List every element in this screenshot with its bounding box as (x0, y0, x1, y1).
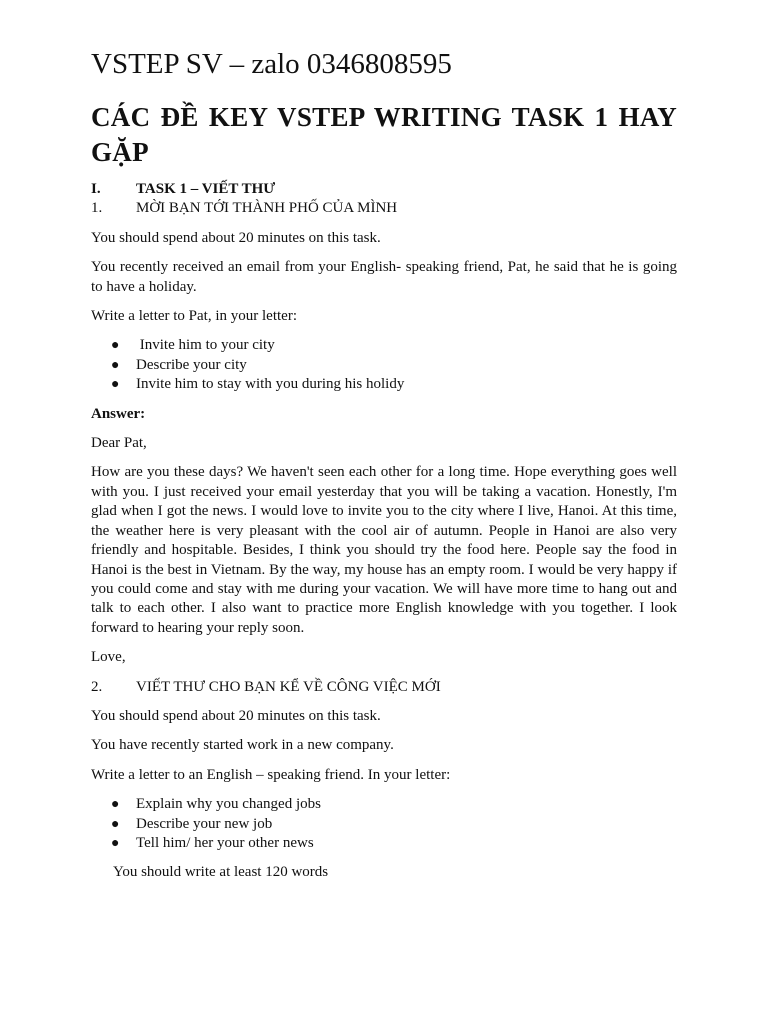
section-heading (91, 180, 677, 199)
task1-heading (91, 199, 677, 218)
task2-title: VIẾT THƯ CHO BẠN KỂ VỀ CÔNG VIỆC MỚI (136, 678, 441, 695)
list-item (91, 356, 677, 375)
letter-greeting: Dear Pat, (91, 435, 147, 452)
bullet-icon: ● (111, 338, 120, 354)
list-item-text: Invite him to stay with you during his holidy (136, 376, 405, 393)
section-label: TASK 1 – VIẾT THƯ (136, 181, 276, 197)
document-body (91, 180, 677, 883)
task2-time-note: You should spend about 20 minutes on this task. (91, 707, 381, 724)
task1-prompt: You recently received an email from your English- speaking friend, Pat, he said that he is going to have a holiday. (91, 259, 677, 295)
list-item (91, 834, 677, 853)
bullet-icon: ● (111, 377, 120, 393)
list-item-text: Describe your new job (136, 815, 273, 832)
task2-number: 2. (91, 678, 103, 695)
page-title: CÁC ĐỀ KEY VSTEP WRITING TASK 1 HAY GẶP (91, 102, 677, 167)
list-item-text: Invite him to your city (136, 337, 275, 354)
list-item (91, 815, 677, 834)
list-item-text: Explain why you changed jobs (136, 796, 321, 813)
answer-label: Answer: (91, 405, 146, 422)
bullet-icon: ● (111, 816, 120, 832)
task2-heading (91, 678, 677, 697)
task1-number: 1. (91, 200, 103, 217)
task2-bullet-list (91, 795, 677, 853)
task1-time-note: You should spend about 20 minutes on this task. (91, 229, 381, 246)
header-line: VSTEP SV – zalo 0346808595 (91, 48, 452, 80)
bullet-icon: ● (111, 835, 120, 851)
list-item-text: Describe your city (136, 356, 247, 373)
list-item-text: Tell him/ her your other news (136, 834, 314, 851)
task2-prompt: You have recently started work in a new company. (91, 737, 394, 754)
letter-body: How are you these days? We haven't seen each other for a long time. Hope everything goes well with you. I just received your email yesterday that you will be taking a vacation. Honestly, I'm glad when I got the news. I would love to invite you to the city where I live, Hanoi. At this time, the weather here is very pleasant with the cool air of autumn. People in Hanoi are also very friendly and hospitable. Besides, I think you should try the food here. People say the food in Hanoi is the best in Vietnam. By the way, my house has an empty room. I would be very happy if you could come and stay with me during your vacation. We will have more time to hang out and talk to each other. I also want to practice more English knowledge with you together. I look forward to hearing your reply soon. (91, 464, 677, 636)
letter-closing: Love, (91, 649, 126, 666)
list-item (91, 375, 677, 394)
section-number: I. (91, 181, 101, 197)
list-item (91, 336, 677, 355)
task1-title: MỜI BẠN TỚI THÀNH PHỐ CỦA MÌNH (136, 200, 398, 217)
task1-instruction: Write a letter to Pat, in your letter: (91, 308, 297, 325)
task2-instruction: Write a letter to an English – speaking friend. In your letter: (91, 766, 451, 783)
task1-bullet-list (91, 336, 677, 394)
task2-word-note: You should write at least 120 words (113, 864, 329, 881)
bullet-icon: ● (111, 797, 120, 813)
bullet-icon: ● (111, 357, 120, 373)
list-item (91, 795, 677, 814)
